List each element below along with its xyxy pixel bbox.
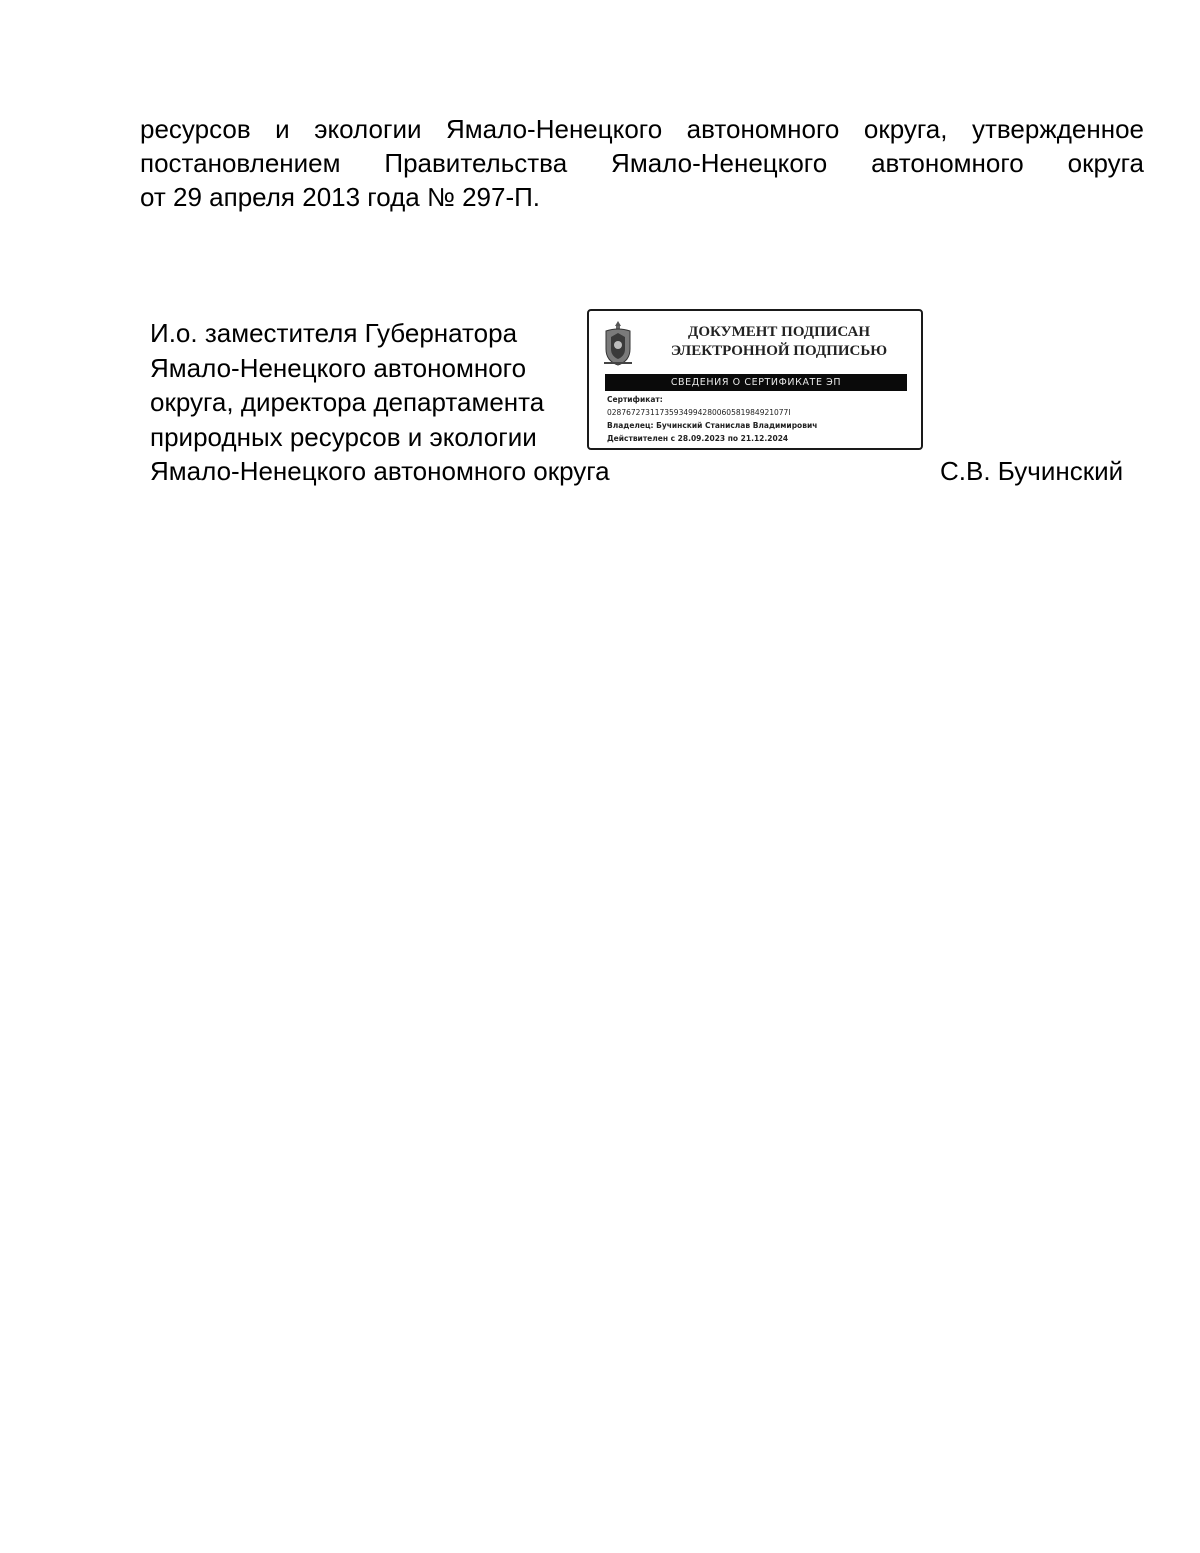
stamp-title-line: ЭЛЕКТРОННОЙ ПОДПИСЬЮ xyxy=(670,343,888,359)
signer-position-line: И.о. заместителя Губернатора xyxy=(150,318,518,348)
signer-position-line: Ямало-Ненецкого автономного xyxy=(150,352,527,383)
certificate-owner: Владелец: Бучинский Станислав Владимирович xyxy=(607,421,818,430)
signer-position-line: округа, директора департамента xyxy=(150,387,545,417)
certificate-label: Сертификат: xyxy=(607,395,663,404)
certificate-details xyxy=(607,393,817,445)
signer-position-line: природных ресурсов и экологии xyxy=(150,421,537,452)
certificate-validity: Действителен с 28.09.2023 по 21.12.2024 xyxy=(607,434,789,443)
certificate-number: 02876727311735934994280060581984921077I xyxy=(607,408,791,417)
paragraph-line: постановлением Правительства Ямало-Ненецкого автономного округа xyxy=(140,148,1144,178)
paragraph-line: от 29 апреля 2013 года № 297-П. xyxy=(140,182,541,212)
certificate-info-header: СВЕДЕНИЯ О СЕРТИФИКАТЕ ЭП xyxy=(605,374,907,391)
signer-name: С.В. Бучинский xyxy=(940,456,1124,486)
paragraph-line: ресурсов и экологии Ямало-Ненецкого автономного округа, утвержденное xyxy=(140,114,1144,144)
signer-position xyxy=(150,316,610,489)
stamp-title-line: ДОКУМЕНТ ПОДПИСАН xyxy=(688,324,870,340)
body-paragraph xyxy=(140,112,1144,214)
stamp-title xyxy=(649,323,909,361)
electronic-signature-stamp xyxy=(587,309,923,450)
signer-position-line: Ямало-Ненецкого автономного округа xyxy=(150,456,610,486)
coat-of-arms-icon xyxy=(601,319,635,367)
